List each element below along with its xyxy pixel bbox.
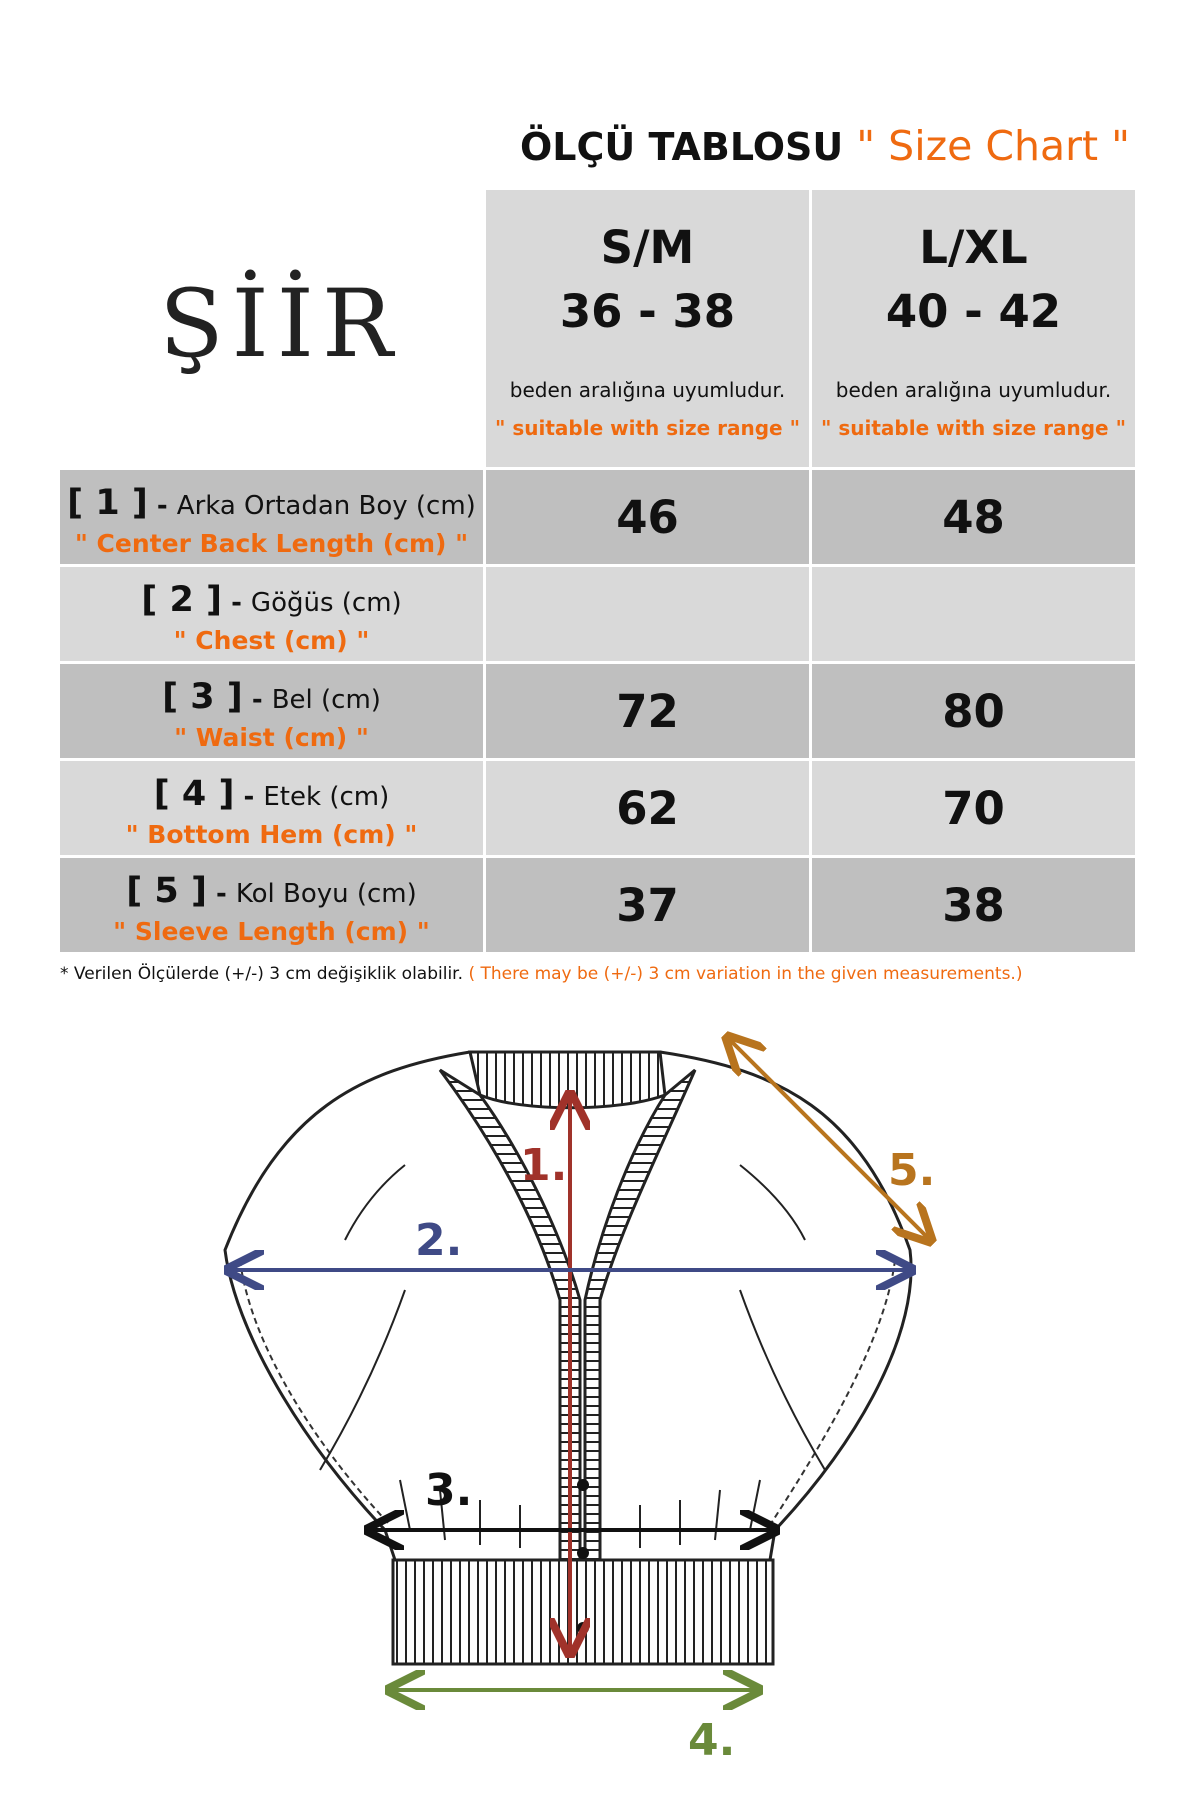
page-title xyxy=(520,122,1140,170)
row-label-en: " Waist (cm) " xyxy=(174,723,369,752)
title-tr: ÖLÇÜ TABLOSU xyxy=(520,125,844,169)
measure-3-label: 3. xyxy=(425,1465,473,1516)
row-label-en: " Chest (cm) " xyxy=(173,626,370,655)
size-note-tr: beden aralığına uyumludur. xyxy=(835,378,1112,402)
row-index: [ 5 ] xyxy=(126,871,207,911)
size-code: S/M xyxy=(600,221,695,274)
brand-logo: ŞİİR xyxy=(159,270,401,379)
footnote xyxy=(60,964,1022,984)
hem-band xyxy=(393,1560,773,1664)
footnote-en: ( There may be (+/-) 3 cm variation in the given measurements.) xyxy=(468,964,1023,984)
row-label-tr: Arka Ortadan Boy (cm) xyxy=(176,491,476,521)
size-note-tr: beden aralığına uyumludur. xyxy=(509,378,786,402)
row-label-4 xyxy=(60,761,483,855)
row-label-5 xyxy=(60,858,483,952)
row-sep: - xyxy=(147,491,177,521)
button xyxy=(577,1479,589,1491)
row-label-tr: Kol Boyu (cm) xyxy=(235,879,417,909)
size-note-en: " suitable with size range " xyxy=(820,416,1127,440)
size-note-en: " suitable with size range " xyxy=(494,416,801,440)
row-value: 70 xyxy=(812,761,1135,855)
row-index: [ 4 ] xyxy=(153,774,235,814)
row-sep: - xyxy=(222,588,251,618)
footnote-tr: * Verilen Ölçülerde (+/-) 3 cm değişiklik olabilir. xyxy=(60,964,464,984)
row-label-3 xyxy=(60,664,483,758)
row-value xyxy=(486,567,809,661)
row-value: 48 xyxy=(812,470,1135,564)
row-value xyxy=(812,567,1135,661)
measure-2-label: 2. xyxy=(415,1215,463,1266)
size-header-lxl xyxy=(812,190,1135,467)
measure-4-label: 4. xyxy=(688,1715,736,1766)
size-range: 40 - 42 xyxy=(885,285,1062,338)
row-value: 37 xyxy=(486,858,809,952)
row-index: [ 3 ] xyxy=(162,677,243,717)
row-label-tr: Bel (cm) xyxy=(271,685,381,715)
title-en: " Size Chart " xyxy=(856,122,1130,170)
row-label-en: " Bottom Hem (cm) " xyxy=(125,820,418,849)
measure-5-label: 5. xyxy=(888,1145,936,1196)
measure-1-label: 1. xyxy=(520,1140,568,1191)
size-code: L/XL xyxy=(919,221,1028,274)
row-index: [ 2 ] xyxy=(141,580,223,620)
button xyxy=(577,1547,589,1559)
row-label-tr: Göğüs (cm) xyxy=(250,588,402,618)
row-label-1 xyxy=(60,470,483,564)
garment-diagram xyxy=(0,1000,1200,1800)
row-value: 46 xyxy=(486,470,809,564)
row-label-2 xyxy=(60,567,483,661)
row-label-tr: Etek (cm) xyxy=(263,782,390,812)
row-value: 62 xyxy=(486,761,809,855)
row-label-en: " Center Back Length (cm) " xyxy=(74,529,469,558)
row-index: [ 1 ] xyxy=(67,483,148,523)
size-range: 36 - 38 xyxy=(559,285,736,338)
row-sep: - xyxy=(234,782,264,812)
row-value: 72 xyxy=(486,664,809,758)
row-sep: - xyxy=(242,685,272,715)
size-header-sm xyxy=(486,190,809,467)
row-value: 38 xyxy=(812,858,1135,952)
button xyxy=(577,1622,589,1634)
row-label-en: " Sleeve Length (cm) " xyxy=(113,917,430,946)
row-value: 80 xyxy=(812,664,1135,758)
row-sep: - xyxy=(206,879,236,909)
collar-band xyxy=(470,1052,665,1108)
